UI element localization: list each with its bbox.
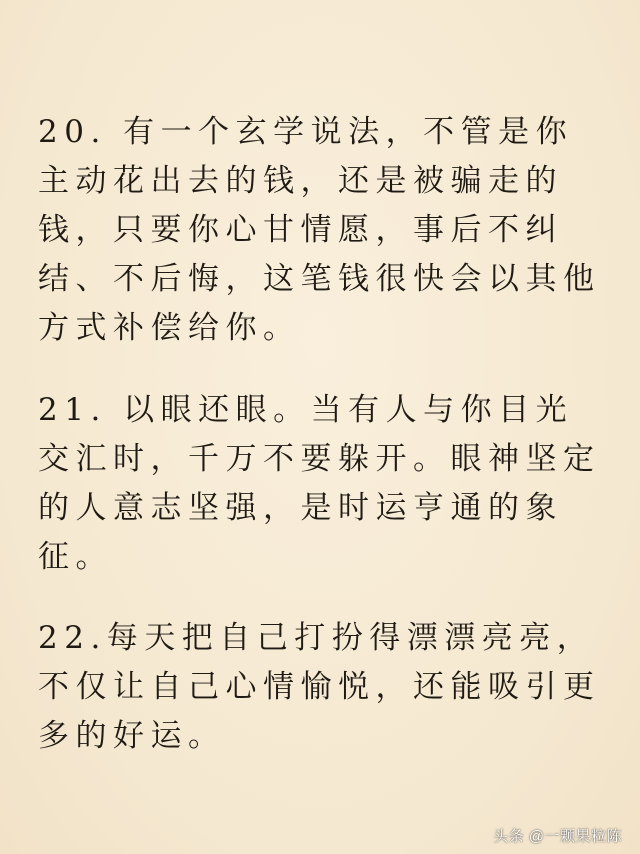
tip-paragraph-21: 21. 以眼还眼。当有人与你目光交汇时，千万不要躲开。眼神坚定的人意志坚强，是时运亨通的象征。 — [38, 392, 601, 575]
tip-paragraph-22: 22.每天把自己打扮得漂漂亮亮，不仅让自己心情愉悦，还能吸引更多的好运。 — [38, 620, 601, 754]
tip-paragraph-20: 20. 有一个玄学说法，不管是你主动花出去的钱，还是被骗走的钱，只要你心甘情愿，事后不纠结、不后悔，这笔钱很快会以其他方式补偿给你。 — [38, 114, 601, 346]
author-watermark: 头条 @一颗果粒陈 — [493, 828, 622, 845]
